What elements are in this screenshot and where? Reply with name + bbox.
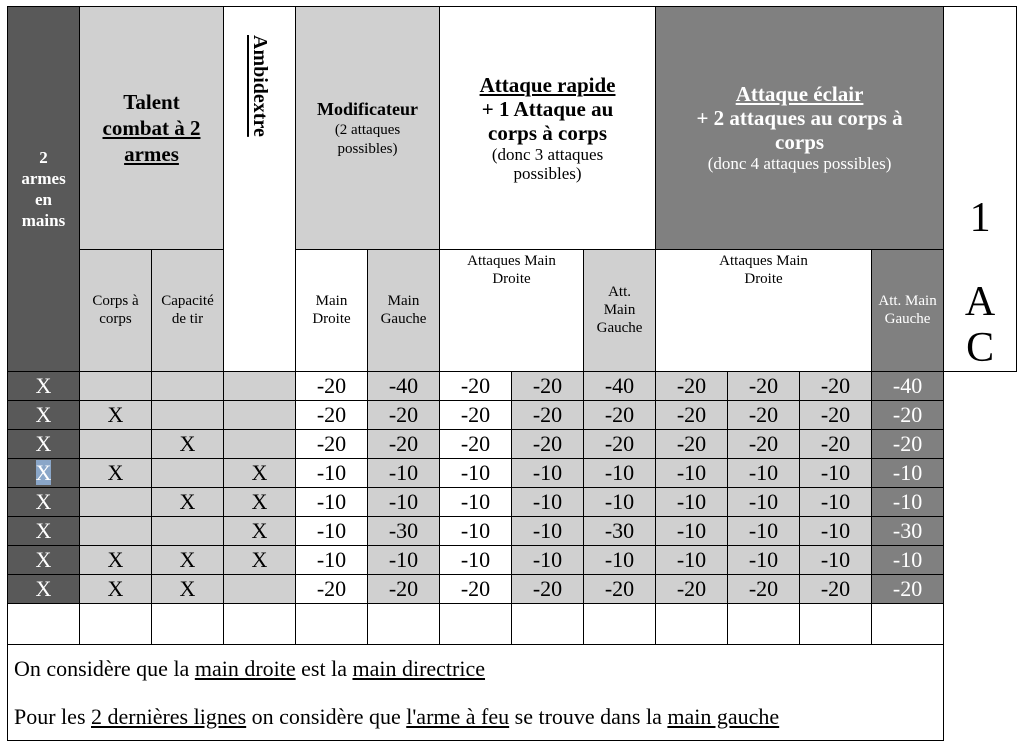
armes-cell	[8, 401, 80, 430]
value-cell	[296, 488, 368, 517]
value-cell-text: -10	[820, 489, 851, 514]
value-cell	[512, 401, 584, 430]
armes-cell-text: X	[35, 373, 52, 398]
modificateur-header	[296, 7, 440, 250]
value-cell-text: -10	[532, 489, 563, 514]
value-cell-text: -20	[532, 402, 563, 427]
empty-cell	[368, 604, 440, 645]
value-cell-text: -20	[388, 431, 419, 456]
header-row-sub	[8, 249, 1017, 371]
value-cell	[872, 517, 944, 546]
armes-cell	[8, 575, 80, 604]
value-cell	[656, 372, 728, 401]
ambi-cell	[224, 430, 296, 459]
value-cell	[656, 517, 728, 546]
value-cell-text: -20	[676, 576, 707, 601]
empty-cell	[80, 604, 152, 645]
ambi-cell-text: X	[251, 489, 268, 514]
value-cell	[584, 459, 656, 488]
value-cell-text: -20	[316, 576, 347, 601]
value-cell	[800, 517, 872, 546]
notes-row	[8, 645, 1017, 741]
armes-cell	[8, 459, 80, 488]
value-cell	[728, 546, 800, 575]
armes-cell	[8, 517, 80, 546]
note-underlined: 2 dernières lignes	[91, 703, 247, 729]
note-underlined: main droite	[194, 655, 296, 681]
value-cell	[440, 430, 512, 459]
ambi-cell	[224, 546, 296, 575]
ambi-cell	[224, 459, 296, 488]
table-row	[8, 430, 1017, 459]
value-cell	[512, 459, 584, 488]
value-cell-text: -20	[604, 402, 635, 427]
value-cell	[584, 430, 656, 459]
sub-header-eclair-droite: Attaques Main Droite	[656, 249, 872, 371]
value-cell	[872, 546, 944, 575]
value-cell-text: -10	[316, 518, 347, 543]
value-cell-text: -20	[676, 402, 707, 427]
modificateur-title: Modificateur	[317, 98, 418, 119]
value-cell-text: -20	[748, 576, 779, 601]
value-cell-text: -20	[748, 402, 779, 427]
value-cell-text: -10	[676, 460, 707, 485]
two-weapons-header-line: mains	[21, 211, 66, 230]
cac-cell	[80, 575, 152, 604]
header-row-top	[8, 7, 1017, 250]
armes-cell-text: X	[35, 431, 52, 456]
side-label-c: C	[966, 325, 995, 371]
value-cell	[728, 488, 800, 517]
value-cell-text: -40	[604, 373, 635, 398]
tir-cell-text: X	[179, 576, 196, 601]
attaque-eclair-subtitle: + 2 attaques au corps à corps	[696, 106, 903, 155]
value-cell-text: -20	[460, 373, 491, 398]
value-cell	[800, 575, 872, 604]
sub-header-corps: Corps à corps	[80, 249, 152, 371]
sub-header-tir: Capacité de tir	[152, 249, 224, 371]
ambidextre-header	[224, 7, 296, 372]
value-cell-text: -10	[532, 460, 563, 485]
value-cell-text: -20	[820, 431, 851, 456]
note-underlined: main directrice	[352, 655, 486, 681]
armes-cell-text: X	[35, 576, 52, 601]
value-cell	[512, 488, 584, 517]
value-cell-text: -10	[316, 460, 347, 485]
table-row	[8, 546, 1017, 575]
armes-cell	[8, 546, 80, 575]
note-text: est la	[295, 655, 353, 681]
empty-cell	[728, 604, 800, 645]
tir-cell-text: X	[179, 547, 196, 572]
value-cell	[656, 430, 728, 459]
value-cell-text: -10	[460, 460, 491, 485]
value-cell	[368, 459, 440, 488]
note-text: On considère que la	[14, 655, 195, 681]
ambi-cell-text: X	[251, 547, 268, 572]
tir-cell	[152, 488, 224, 517]
ambi-cell	[224, 401, 296, 430]
value-cell	[584, 372, 656, 401]
value-cell-text: -40	[388, 373, 419, 398]
value-cell	[296, 372, 368, 401]
value-cell	[800, 546, 872, 575]
value-cell-text: -20	[676, 431, 707, 456]
cac-cell-text: X	[107, 547, 124, 572]
value-cell-text: -10	[892, 547, 923, 572]
value-cell	[512, 372, 584, 401]
attaque-rapide-header	[440, 7, 656, 250]
empty-cell	[584, 604, 656, 645]
tir-cell	[152, 575, 224, 604]
armes-cell-text: X	[35, 518, 52, 543]
note-text: Pour les	[14, 703, 91, 729]
value-cell-text: -10	[892, 460, 923, 485]
value-cell-text: -20	[460, 431, 491, 456]
armes-cell-text: X	[35, 547, 52, 572]
value-cell	[296, 430, 368, 459]
value-cell	[728, 517, 800, 546]
value-cell	[656, 546, 728, 575]
data-rows	[8, 372, 1017, 604]
side-label-1: 1	[969, 195, 991, 241]
value-cell-text: -20	[820, 373, 851, 398]
value-cell-text: -20	[820, 576, 851, 601]
value-cell	[728, 575, 800, 604]
note-underlined: l'arme à feu	[406, 703, 510, 729]
table-row	[8, 401, 1017, 430]
modificateur-subtitle: (2 attaques possibles)	[334, 121, 401, 157]
tir-cell	[152, 517, 224, 546]
value-cell-text: -30	[388, 518, 419, 543]
note-text: se trouve dans la	[509, 703, 668, 729]
value-cell	[512, 430, 584, 459]
value-cell	[368, 430, 440, 459]
value-cell	[296, 517, 368, 546]
cac-cell	[80, 459, 152, 488]
value-cell-text: -20	[316, 373, 347, 398]
cac-cell	[80, 372, 152, 401]
cac-cell	[80, 488, 152, 517]
sub-header-mod-droite: Main Droite	[296, 249, 368, 371]
value-cell-text: -20	[892, 576, 923, 601]
armes-cell	[8, 488, 80, 517]
value-cell-text: -10	[748, 518, 779, 543]
cac-cell-text: X	[107, 460, 124, 485]
side-label-cell	[944, 7, 1017, 372]
value-cell-text: -20	[676, 373, 707, 398]
value-cell	[440, 575, 512, 604]
value-cell	[440, 546, 512, 575]
value-cell-text: -10	[460, 489, 491, 514]
value-cell	[800, 372, 872, 401]
ambi-cell	[224, 517, 296, 546]
value-cell	[368, 575, 440, 604]
empty-cell	[152, 604, 224, 645]
empty-cell	[8, 604, 80, 645]
tir-cell-text: X	[179, 431, 196, 456]
value-cell	[368, 372, 440, 401]
cac-cell	[80, 517, 152, 546]
cac-cell-text: X	[107, 576, 124, 601]
sub-header-mod-gauche: Main Gauche	[368, 249, 440, 371]
table-row	[8, 488, 1017, 517]
empty-cell	[224, 604, 296, 645]
value-cell	[440, 488, 512, 517]
ambi-cell	[224, 488, 296, 517]
value-cell-text: -10	[676, 518, 707, 543]
two-weapons-header-line: armes	[21, 169, 66, 188]
value-cell	[800, 401, 872, 430]
value-cell	[584, 488, 656, 517]
value-cell-text: -20	[460, 576, 491, 601]
tir-cell	[152, 459, 224, 488]
value-cell-text: -20	[820, 402, 851, 427]
armes-cell	[8, 372, 80, 401]
value-cell-text: -10	[388, 489, 419, 514]
side-label-a: A	[964, 279, 996, 325]
value-cell-text: -10	[892, 489, 923, 514]
value-cell-text: -20	[388, 576, 419, 601]
note-underlined: main gauche	[667, 703, 780, 729]
value-cell	[656, 575, 728, 604]
value-cell	[872, 430, 944, 459]
empty-cell	[296, 604, 368, 645]
value-cell	[584, 517, 656, 546]
value-cell-text: -10	[532, 547, 563, 572]
empty-cell	[800, 604, 872, 645]
value-cell	[728, 401, 800, 430]
value-cell	[296, 575, 368, 604]
armes-cell-text: X	[35, 402, 52, 427]
attaque-eclair-header	[656, 7, 944, 250]
value-cell	[440, 459, 512, 488]
value-cell	[368, 546, 440, 575]
value-cell-text: -10	[748, 489, 779, 514]
value-cell	[512, 575, 584, 604]
value-cell	[440, 517, 512, 546]
value-cell	[872, 575, 944, 604]
value-cell-text: -10	[820, 547, 851, 572]
value-cell	[656, 459, 728, 488]
note-line-2	[14, 704, 937, 730]
two-weapons-header	[8, 7, 80, 372]
attaque-rapide-subtitle: + 1 Attaque au corps à corps	[481, 96, 614, 145]
value-cell-text: -10	[604, 460, 635, 485]
value-cell-text: -10	[820, 460, 851, 485]
value-cell-text: -10	[388, 547, 419, 572]
note-line-1	[14, 656, 937, 682]
two-weapons-header-line: 2	[39, 148, 48, 167]
value-cell	[728, 430, 800, 459]
value-cell	[800, 488, 872, 517]
value-cell	[800, 459, 872, 488]
value-cell-text: -10	[676, 547, 707, 572]
cac-cell-text: X	[107, 402, 124, 427]
armes-cell-text: X	[35, 489, 52, 514]
value-cell	[440, 401, 512, 430]
ambi-cell-text: X	[251, 460, 268, 485]
tir-cell	[152, 430, 224, 459]
value-cell-text: -10	[532, 518, 563, 543]
attaque-eclair-title: Attaque éclair	[735, 82, 864, 107]
empty-cell	[656, 604, 728, 645]
two-weapons-header-line: en	[35, 190, 52, 209]
armes-cell-text: X	[35, 460, 52, 485]
value-cell	[584, 575, 656, 604]
value-cell	[296, 401, 368, 430]
value-cell-text: -20	[748, 431, 779, 456]
value-cell-text: -10	[604, 489, 635, 514]
ambi-cell-text: X	[251, 518, 268, 543]
value-cell-text: -20	[604, 431, 635, 456]
talent-header-line2: combat à 2	[102, 115, 201, 140]
value-cell-text: -20	[892, 402, 923, 427]
value-cell-text: -10	[388, 460, 419, 485]
tir-cell-text: X	[179, 489, 196, 514]
table-row	[8, 372, 1017, 401]
value-cell	[584, 546, 656, 575]
value-cell	[872, 459, 944, 488]
talent-header-line3: armes	[124, 141, 179, 166]
ambi-cell	[224, 575, 296, 604]
value-cell-text: -10	[316, 489, 347, 514]
attaque-eclair-note: (donc 4 attaques possibles)	[707, 154, 892, 174]
value-cell-text: -10	[316, 547, 347, 572]
ambi-cell	[224, 372, 296, 401]
value-cell	[440, 372, 512, 401]
value-cell	[872, 488, 944, 517]
value-cell-text: -20	[532, 576, 563, 601]
value-cell-text: -20	[604, 576, 635, 601]
rules-table-sheet	[7, 6, 1016, 729]
value-cell-text: -10	[460, 518, 491, 543]
value-cell	[512, 517, 584, 546]
value-cell	[368, 401, 440, 430]
note-text: on considère que	[246, 703, 407, 729]
tir-cell	[152, 401, 224, 430]
value-cell-text: -10	[676, 489, 707, 514]
value-cell-text: -10	[748, 460, 779, 485]
modifier-table	[7, 6, 1017, 741]
value-cell-text: -30	[892, 518, 923, 543]
cac-cell	[80, 430, 152, 459]
value-cell	[296, 546, 368, 575]
ambidextre-header-label: Ambidextre	[249, 35, 271, 137]
tir-cell	[152, 372, 224, 401]
sub-header-rapide-droite: Attaques Main Droite	[440, 249, 584, 371]
armes-cell	[8, 430, 80, 459]
value-cell-text: -20	[532, 431, 563, 456]
value-cell-text: -20	[748, 373, 779, 398]
value-cell-text: -10	[820, 518, 851, 543]
talent-header-line1: Talent	[123, 89, 180, 114]
value-cell-text: -10	[604, 547, 635, 572]
value-cell-text: -20	[460, 402, 491, 427]
value-cell-text: -20	[532, 373, 563, 398]
empty-row	[8, 604, 1017, 645]
value-cell	[368, 517, 440, 546]
value-cell	[872, 401, 944, 430]
value-cell-text: -10	[748, 547, 779, 572]
notes-cell	[8, 645, 944, 741]
sub-header-rapide-gauche: Att. Main Gauche	[584, 249, 656, 371]
attaque-rapide-title: Attaque rapide	[479, 72, 616, 97]
value-cell	[656, 401, 728, 430]
value-cell	[584, 401, 656, 430]
tir-cell	[152, 546, 224, 575]
sub-header-eclair-gauche: Att. Main Gauche	[872, 249, 944, 371]
value-cell	[656, 488, 728, 517]
cac-cell	[80, 546, 152, 575]
empty-cell	[512, 604, 584, 645]
empty-cell	[872, 604, 944, 645]
value-cell-text: -40	[892, 373, 923, 398]
value-cell	[368, 488, 440, 517]
value-cell-text: -20	[892, 431, 923, 456]
attaque-rapide-note: (donc 3 attaques possibles)	[491, 144, 604, 183]
value-cell	[512, 546, 584, 575]
value-cell	[728, 459, 800, 488]
cac-cell	[80, 401, 152, 430]
table-row	[8, 575, 1017, 604]
value-cell	[728, 372, 800, 401]
talent-header	[80, 7, 224, 250]
value-cell-text: -20	[316, 402, 347, 427]
value-cell-text: -20	[316, 431, 347, 456]
table-row	[8, 517, 1017, 546]
value-cell-text: -20	[388, 402, 419, 427]
value-cell	[872, 372, 944, 401]
value-cell-text: -10	[460, 547, 491, 572]
value-cell	[296, 459, 368, 488]
value-cell-text: -30	[604, 518, 635, 543]
empty-cell	[440, 604, 512, 645]
value-cell	[800, 430, 872, 459]
table-row	[8, 459, 1017, 488]
